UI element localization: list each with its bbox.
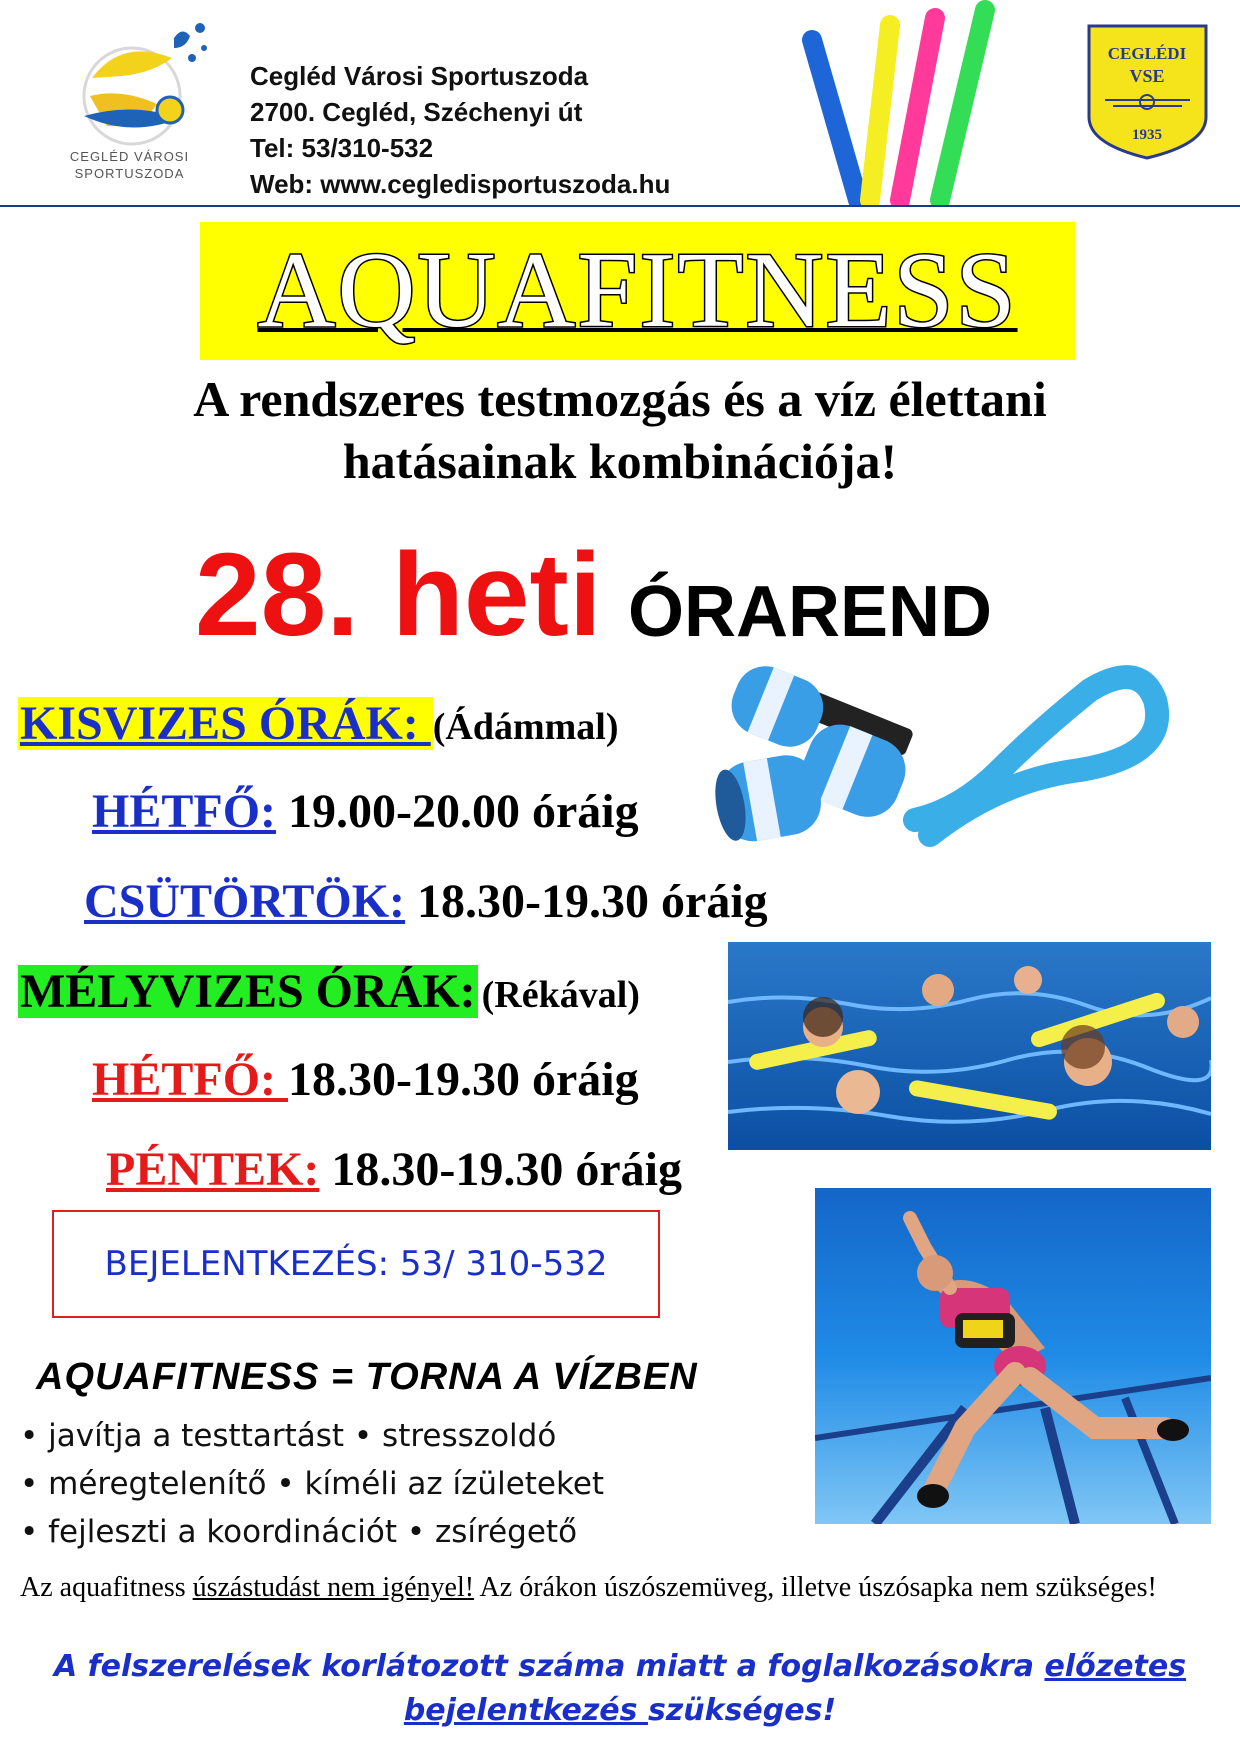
header-divider (0, 205, 1240, 207)
kisvizes-day-1-label: HÉTFŐ: (92, 785, 277, 838)
melyvizes-day-2 (106, 1142, 682, 1198)
kisvizes-instructor: (Ádámmal) (432, 706, 619, 748)
logo-caption (62, 148, 197, 182)
footer-underlined2: bejelentkezés (403, 1693, 648, 1728)
pool-address: 2700. Cegléd, Széchenyi út (250, 97, 583, 127)
dumbbell-icon (700, 660, 1200, 850)
melyvizes-day-1 (92, 1052, 639, 1108)
footer-part2: szükséges! (647, 1693, 837, 1728)
melyvizes-instructor: (Rékával) (481, 974, 640, 1016)
melyvizes-day-1-time: 18.30-19.30 óráig (288, 1053, 639, 1106)
kisvizes-day-1-time: 19.00-20.00 óráig (276, 785, 639, 838)
swimmers-group-icon (728, 942, 1211, 1150)
melyvizes-day-2-label: PÉNTEK: (106, 1143, 320, 1196)
melyvizes-day-1-label: HÉTFŐ: (92, 1053, 289, 1106)
logo-caption-line1: CEGLÉD VÁROSI (69, 149, 190, 164)
kisvizes-heading-row (18, 696, 619, 755)
pool-phone: Tel: 53/310-532 (250, 133, 434, 163)
melyvizes-heading-row (18, 964, 640, 1023)
note-underlined: úszástudást nem igényel! (192, 1572, 475, 1603)
slogan: AQUAFITNESS = TORNA A VÍZBEN (36, 1356, 698, 1398)
shield-icon (1085, 22, 1210, 162)
badge-mid-text: VSE (1129, 66, 1165, 86)
schedule-word: ÓRAREND (628, 572, 993, 652)
underwater-runner-icon (815, 1188, 1211, 1524)
signup-phone: BEJELENTKEZÉS: 53/ 310-532 (104, 1244, 608, 1284)
pool-logo-icon (62, 18, 212, 148)
benefit-line-2: • méregtelenítő • kíméli az ízületeket (20, 1466, 605, 1502)
kisvizes-day-2-label: CSÜTÖRTÖK: (84, 875, 406, 928)
benefit-line-3: • fejleszti a koordinációt • zsírégető (20, 1514, 578, 1550)
subtitle-line2: hatásainak kombinációja! (342, 433, 898, 489)
benefits-list (20, 1412, 604, 1556)
info-note (20, 1570, 1220, 1606)
pool-noodles-icon (800, 0, 1020, 205)
badge-year-text: 1935 (1132, 127, 1162, 143)
melyvizes-day-2-time: 18.30-19.30 óráig (319, 1143, 682, 1196)
week-number: 28. heti (195, 529, 602, 661)
pool-name: Cegléd Városi Sportuszoda (250, 61, 589, 91)
aqua-dumbbell-image (700, 660, 1200, 850)
pool-web[interactable]: Web: www.cegledisportuszoda.hu (250, 169, 671, 199)
kisvizes-day-2 (84, 874, 768, 930)
contact-block (250, 58, 670, 202)
footer-note (20, 1645, 1220, 1733)
sportuszoda-logo (62, 18, 212, 148)
note-suffix: Az órákon úszószemüveg, illetve úszósapka nem szükséges! (474, 1572, 1157, 1603)
club-badge (1085, 22, 1210, 162)
pool-noodles-image (800, 0, 1020, 205)
benefit-line-1: • javítja a testtartást • stresszoldó (20, 1418, 557, 1454)
melyvizes-heading: MÉLYVIZES ÓRÁK: (20, 965, 476, 1018)
pool-group-photo (728, 942, 1211, 1150)
underwater-photo (815, 1188, 1211, 1524)
page-title: AQUAFITNESS (257, 231, 1018, 350)
kisvizes-day-1 (92, 784, 639, 840)
kisvizes-day-2-time: 18.30-19.30 óráig (405, 875, 768, 928)
kisvizes-heading: KISVIZES ÓRÁK: (20, 697, 431, 750)
badge-top-text: CEGLÉDI (1107, 44, 1187, 63)
logo-caption-line2: SPORTUSZODA (74, 166, 185, 181)
subtitle-line1: A rendszeres testmozgás és a víz élettani (193, 371, 1047, 427)
note-prefix: Az aquafitness (20, 1572, 193, 1603)
subtitle (40, 368, 1200, 492)
footer-part1: A felszerelések korlátozott száma miatt a foglalkozásokra (53, 1649, 1045, 1684)
footer-underlined1: előzetes (1044, 1649, 1187, 1684)
